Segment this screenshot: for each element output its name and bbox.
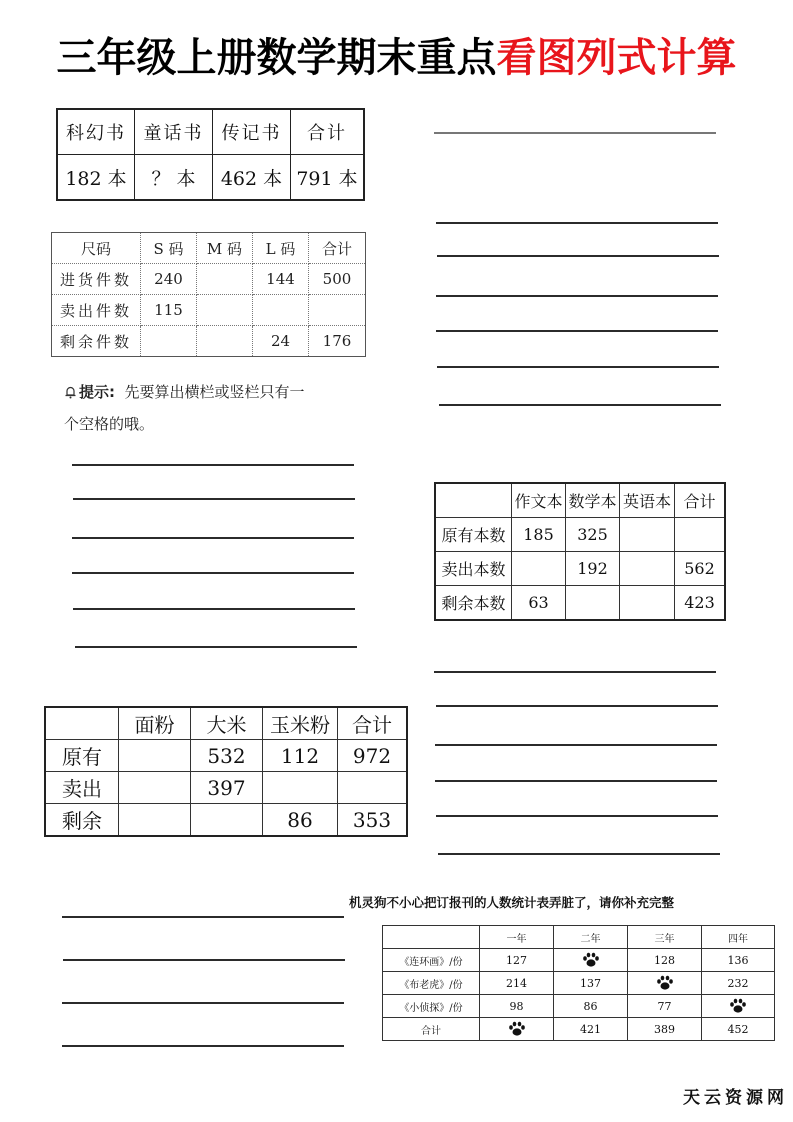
answer-line[interactable] <box>73 498 355 500</box>
header-cell: 传记书 <box>213 109 291 155</box>
answer-line[interactable] <box>72 464 354 466</box>
book-table <box>56 108 365 201</box>
answer-line[interactable] <box>72 537 354 539</box>
data-cell: 115 <box>141 295 197 326</box>
table-header-row <box>52 233 366 264</box>
header-cell: 尺码 <box>52 233 141 264</box>
data-cell <box>197 264 253 295</box>
table-row <box>45 740 407 772</box>
clothes-size-table <box>51 232 366 357</box>
data-cell <box>566 586 620 621</box>
data-cell <box>620 552 675 586</box>
data-cell: 192 <box>566 552 620 586</box>
data-cell: 144 <box>253 264 309 295</box>
header-cell: 作文本 <box>512 483 566 518</box>
row-label: 《布老虎》/份 <box>383 972 480 995</box>
data-cell <box>141 326 197 357</box>
data-cell: 972 <box>338 740 408 772</box>
data-cell: 24 <box>253 326 309 357</box>
data-cell: 63 <box>512 586 566 621</box>
data-cell <box>309 295 366 326</box>
row-label: 进货件数 <box>52 264 141 295</box>
paw-print-icon <box>656 975 674 991</box>
notebook-table <box>434 482 726 621</box>
data-cell <box>119 772 191 804</box>
data-cell: 240 <box>141 264 197 295</box>
data-cell: 214 <box>480 972 554 995</box>
data-cell: 232 <box>702 972 775 995</box>
data-cell <box>197 295 253 326</box>
header-cell: 大米 <box>191 707 263 740</box>
answer-line[interactable] <box>62 916 344 918</box>
data-cell <box>554 949 628 972</box>
title-red: 看图列式计算 <box>496 35 737 81</box>
data-cell <box>338 772 408 804</box>
header-cell: 合计 <box>338 707 408 740</box>
data-cell: 325 <box>566 518 620 552</box>
header-cell: 科幻书 <box>57 109 135 155</box>
data-cell: 176 <box>309 326 366 357</box>
row-label: 剩余 <box>45 804 119 837</box>
header-cell: 合计 <box>675 483 726 518</box>
table-row <box>383 949 775 972</box>
table-row <box>45 772 407 804</box>
header-cell: 二年 <box>554 926 628 949</box>
answer-line[interactable] <box>436 705 718 707</box>
data-cell: 127 <box>480 949 554 972</box>
answer-line[interactable] <box>63 959 345 961</box>
data-cell: 397 <box>191 772 263 804</box>
bell-icon <box>64 385 77 399</box>
value-cell: 462 本 <box>213 155 291 201</box>
answer-line[interactable] <box>436 815 718 817</box>
magazine-subscription-table <box>382 925 775 1041</box>
row-label: 《小侦探》/份 <box>383 995 480 1018</box>
data-cell: 532 <box>191 740 263 772</box>
header-cell: 玉米粉 <box>263 707 338 740</box>
tip-line-1 <box>64 376 374 408</box>
table-row <box>52 264 366 295</box>
row-label: 原有 <box>45 740 119 772</box>
answer-line[interactable] <box>436 295 718 297</box>
header-cell: L 码 <box>253 233 309 264</box>
grain-table <box>44 706 408 837</box>
header-cell: M 码 <box>197 233 253 264</box>
header-cell: 合计 <box>309 233 366 264</box>
data-cell <box>512 552 566 586</box>
table-header-row <box>57 109 364 155</box>
data-cell <box>480 1018 554 1041</box>
header-cell: 一年 <box>480 926 554 949</box>
answer-line[interactable] <box>62 1002 344 1004</box>
data-cell <box>119 804 191 837</box>
table5-caption: 机灵狗不小心把订报刊的人数统计表弄脏了，请你补充完整 <box>349 895 675 910</box>
header-cell: 数学本 <box>566 483 620 518</box>
table-row <box>383 995 775 1018</box>
table-row <box>435 552 725 586</box>
header-cell: 面粉 <box>119 707 191 740</box>
answer-line[interactable] <box>434 671 716 673</box>
answer-line[interactable] <box>437 255 719 257</box>
data-cell <box>197 326 253 357</box>
table-row <box>383 972 775 995</box>
row-label: 《连环画》/份 <box>383 949 480 972</box>
table-row <box>52 295 366 326</box>
data-cell <box>628 972 702 995</box>
data-cell: 452 <box>702 1018 775 1041</box>
data-cell <box>620 518 675 552</box>
answer-line[interactable] <box>435 780 717 782</box>
value-cell: 182 本 <box>57 155 135 201</box>
data-cell: 185 <box>512 518 566 552</box>
data-cell: 137 <box>554 972 628 995</box>
data-cell <box>253 295 309 326</box>
row-label: 卖出本数 <box>435 552 512 586</box>
data-cell: 389 <box>628 1018 702 1041</box>
header-cell: S 码 <box>141 233 197 264</box>
table-header-row <box>435 483 725 518</box>
data-cell: 86 <box>263 804 338 837</box>
data-cell <box>263 772 338 804</box>
answer-line[interactable] <box>62 1045 344 1047</box>
tip-text-2: 个空格的哦。 <box>64 415 155 433</box>
answer-line[interactable] <box>434 132 716 134</box>
header-cell <box>45 707 119 740</box>
answer-line[interactable] <box>73 608 355 610</box>
answer-line[interactable] <box>72 572 354 574</box>
tip-note <box>64 376 374 440</box>
header-cell: 三年 <box>628 926 702 949</box>
value-cell: ？ 本 <box>135 155 213 201</box>
data-cell: 500 <box>309 264 366 295</box>
row-label: 合计 <box>383 1018 480 1041</box>
table-header-row <box>383 926 775 949</box>
watermark: 天云资源网 <box>683 1088 788 1108</box>
data-cell: 562 <box>675 552 726 586</box>
value-cell: 791 本 <box>291 155 365 201</box>
page-title <box>0 28 793 88</box>
title-black: 三年级上册数学期末重点 <box>56 35 497 81</box>
answer-line[interactable] <box>436 330 718 332</box>
data-cell <box>675 518 726 552</box>
data-cell: 353 <box>338 804 408 837</box>
data-cell <box>702 995 775 1018</box>
paw-print-icon <box>729 998 747 1014</box>
paw-print-icon <box>508 1021 526 1037</box>
table-row <box>383 1018 775 1041</box>
data-cell <box>620 586 675 621</box>
header-cell <box>383 926 480 949</box>
data-cell: 86 <box>554 995 628 1018</box>
data-cell: 136 <box>702 949 775 972</box>
row-label: 剩余件数 <box>52 326 141 357</box>
answer-line[interactable] <box>435 744 717 746</box>
data-cell: 98 <box>480 995 554 1018</box>
answer-line[interactable] <box>436 222 718 224</box>
header-cell: 英语本 <box>620 483 675 518</box>
answer-line[interactable] <box>75 646 357 648</box>
tip-label: 提示: <box>79 383 115 401</box>
data-cell <box>191 804 263 837</box>
data-cell: 423 <box>675 586 726 621</box>
row-label: 剩余本数 <box>435 586 512 621</box>
table-row <box>57 155 364 201</box>
header-cell: 合计 <box>291 109 365 155</box>
row-label: 卖出 <box>45 772 119 804</box>
table-header-row <box>45 707 407 740</box>
data-cell: 421 <box>554 1018 628 1041</box>
data-cell: 112 <box>263 740 338 772</box>
answer-line[interactable] <box>437 366 719 368</box>
answer-line[interactable] <box>439 404 721 406</box>
data-cell: 128 <box>628 949 702 972</box>
table-row <box>435 586 725 621</box>
row-label: 卖出件数 <box>52 295 141 326</box>
header-cell: 童话书 <box>135 109 213 155</box>
answer-line[interactable] <box>438 853 720 855</box>
header-cell: 四年 <box>702 926 775 949</box>
row-label: 原有本数 <box>435 518 512 552</box>
header-cell <box>435 483 512 518</box>
data-cell <box>119 740 191 772</box>
tip-text-1: 先要算出横栏或竖栏只有一 <box>124 383 305 401</box>
table-row <box>435 518 725 552</box>
data-cell: 77 <box>628 995 702 1018</box>
paw-print-icon <box>582 952 600 968</box>
table-row <box>52 326 366 357</box>
table-row <box>45 804 407 837</box>
